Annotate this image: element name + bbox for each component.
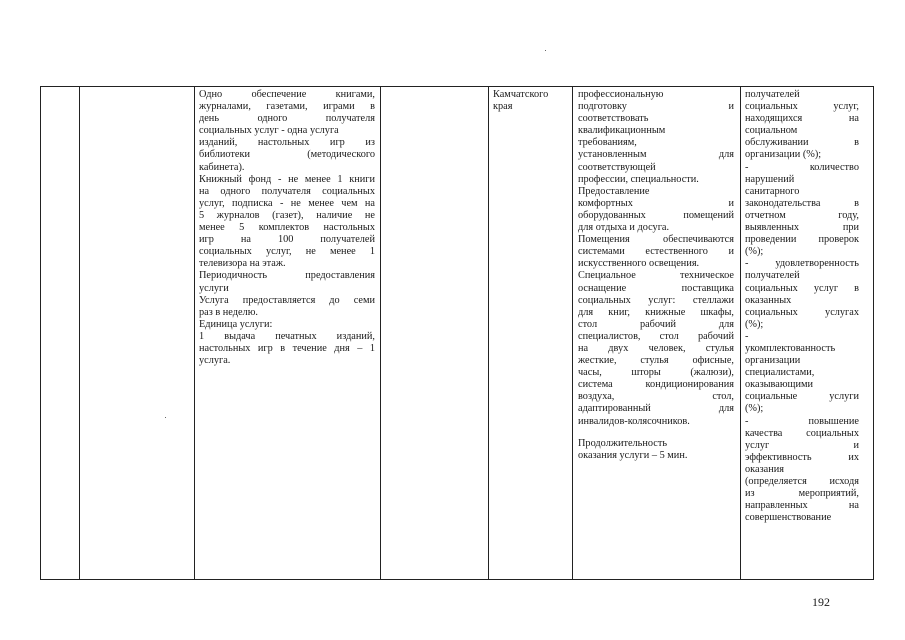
text-line: Специальное техническое	[578, 270, 734, 282]
text-line: из мероприятий,	[745, 488, 859, 500]
column-divider	[380, 86, 381, 580]
text-line: соответствовать	[578, 113, 649, 125]
text-line: изданий, настольных игр из	[199, 137, 375, 149]
text-line: воздуха, стол,	[578, 391, 734, 403]
text-line: квалификационным	[578, 125, 666, 137]
column-divider	[572, 86, 573, 580]
text-line: (%);	[745, 318, 764, 330]
text-line: кабинета).	[199, 161, 245, 173]
text-line: услуги	[199, 282, 229, 294]
text-line: совершенствование	[745, 512, 832, 524]
text-line: края	[493, 101, 513, 113]
text-line: отчетном году,	[745, 209, 859, 221]
column-divider	[873, 86, 874, 580]
text-line: специалистами,	[745, 367, 815, 379]
region-cell	[493, 89, 563, 113]
text-line: Книжный фонд - не менее 1 книги	[199, 173, 375, 185]
text-line: оказанных	[745, 294, 792, 306]
text-line: специалистов, стол рабочий	[578, 330, 734, 342]
text-line: социальных услугах	[745, 306, 859, 318]
text-line: жесткие, стулья офисные,	[578, 355, 734, 367]
text-line: качества социальных	[745, 427, 859, 439]
text-line: -	[745, 330, 749, 342]
text-line: социальных услуг в	[745, 282, 859, 294]
text-line: социальных услуг: стеллажи	[578, 294, 734, 306]
text-line: менее 5 комплектов настольных	[199, 222, 375, 234]
text-line: для книг, книжные шкафы,	[578, 306, 734, 318]
text-line: (%);	[745, 403, 764, 415]
column-divider	[40, 86, 41, 580]
text-line: инвалидов-колясочников.	[578, 415, 690, 427]
column-divider	[740, 86, 741, 580]
text-line: - количество	[745, 161, 859, 173]
text-line: санитарного	[745, 185, 800, 197]
text-line: оказывающими	[745, 379, 814, 391]
service-standard-cell	[199, 89, 375, 367]
text-line: оснащение поставщика	[578, 282, 734, 294]
text-line: раз в неделю.	[199, 306, 258, 318]
text-line: укомплектованность	[745, 342, 836, 354]
text-line: - удовлетворенность	[745, 258, 859, 270]
text-line: оборудованных помещений	[578, 209, 734, 221]
text-line: Продолжительность	[578, 437, 668, 449]
text-line: оказания	[745, 463, 784, 475]
text-line: профессии, специальности.	[578, 173, 699, 185]
text-line: социальном	[745, 125, 798, 137]
text-line: журналами, газетами, играми в	[199, 101, 375, 113]
text-line: обслуживании в	[745, 137, 859, 149]
text-line: системами естественного и	[578, 246, 734, 258]
text-line: эффективность их	[745, 451, 859, 463]
text-line: телевизора на этаж.	[199, 258, 286, 270]
text-line: Одно обеспечение книгами,	[199, 89, 375, 100]
text-line: услуга.	[199, 355, 231, 367]
text-line: (%);	[745, 246, 764, 258]
text-line: Камчатского	[493, 89, 549, 100]
column-divider	[79, 86, 80, 580]
text-line: на двух человек, стулья	[578, 342, 734, 354]
text-line: законодательства в	[745, 197, 859, 209]
text-line: оказания услуги – 5 мин.	[578, 449, 688, 461]
text-line: стол рабочий для	[578, 318, 734, 330]
text-line: нарушений	[745, 173, 795, 185]
text-line: организации (%);	[745, 149, 822, 161]
text-line: (определяется исходя	[745, 476, 859, 487]
text-line: настольных игр в течение дня – 1	[199, 342, 375, 354]
text-line: услуг, подписка - не менее чем на	[199, 197, 375, 209]
text-line: выявленных при	[745, 222, 859, 234]
column-divider	[194, 86, 195, 580]
text-line: для отдыха и досуга.	[578, 222, 670, 234]
text-line: библиотеки (методического	[199, 149, 375, 161]
text-line: игр на 100 получателей	[199, 234, 375, 246]
text-line: - повышение	[745, 415, 859, 427]
text-line: на одного получателя социальных	[199, 185, 375, 197]
text-line	[578, 428, 734, 438]
text-line: Предоставление	[578, 185, 650, 197]
text-line: социальных услуг,	[745, 101, 859, 113]
text-line: социальных услуг, не менее 1	[199, 246, 375, 258]
column-divider	[488, 86, 489, 580]
text-line: требованиям,	[578, 137, 637, 149]
text-line: Помещения обеспечиваются	[578, 234, 734, 246]
text-line: комфортных и	[578, 197, 734, 209]
text-line: получателей	[745, 89, 800, 100]
table-bottom-border	[40, 579, 874, 580]
text-line: подготовку и	[578, 101, 734, 113]
text-line: установленным для	[578, 149, 734, 161]
text-line: Услуга предоставляется до семи	[199, 294, 375, 306]
text-line: услуг и	[745, 439, 859, 451]
text-line: Единица услуги:	[199, 318, 273, 330]
text-line: организации	[745, 355, 801, 367]
text-line: социальных услуг - одна услуга	[199, 125, 339, 137]
scan-speck	[165, 417, 166, 418]
text-line: 1 выдача печатных изданий,	[199, 330, 375, 342]
text-line: адаптированный для	[578, 403, 734, 415]
table-top-border	[40, 86, 874, 87]
quality-indicators-cell	[745, 89, 859, 524]
text-line: направленных на	[745, 500, 859, 512]
text-line: день одного получателя	[199, 113, 375, 125]
text-line: система кондиционирования	[578, 379, 734, 391]
scan-speck	[545, 50, 546, 51]
text-line: находящихся на	[745, 113, 859, 125]
text-line: часы, шторы (жалюзи),	[578, 367, 734, 379]
text-line: профессиональную	[578, 89, 664, 100]
text-line: социальные услуги	[745, 391, 859, 403]
text-line: соответствующей	[578, 161, 656, 173]
text-line: 5 журналов (газет), наличие не	[199, 209, 375, 221]
text-line: Периодичность предоставления	[199, 270, 375, 282]
text-line: получателей	[745, 270, 800, 282]
text-line: проведении проверок	[745, 234, 859, 246]
conditions-cell	[578, 89, 734, 462]
document-table	[40, 86, 874, 580]
page-number: 192	[812, 595, 830, 609]
text-line: искусственного освещения.	[578, 258, 700, 270]
